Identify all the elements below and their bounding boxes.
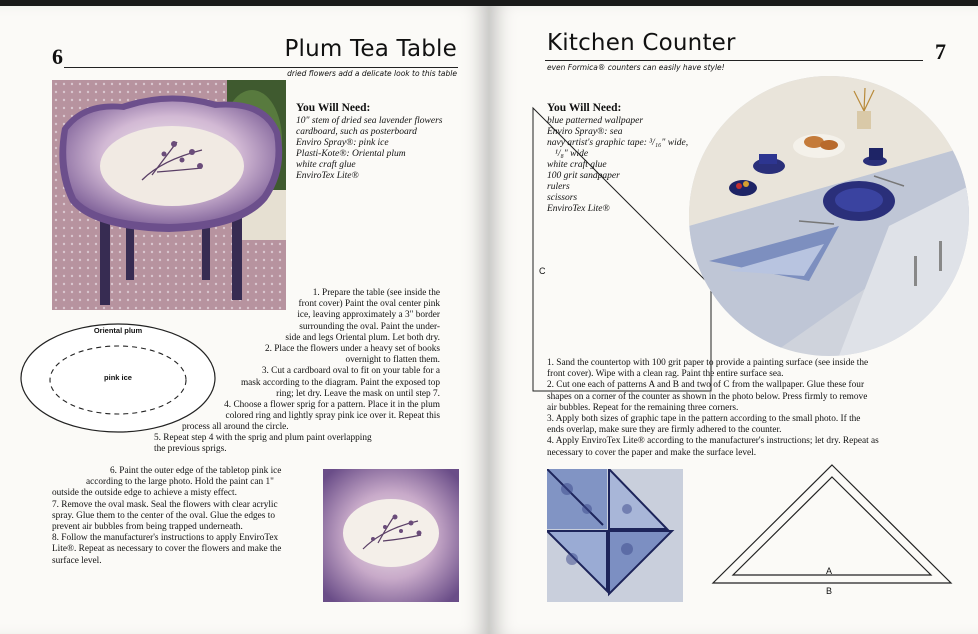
step-line: shapes on a corner of the counter as shown in the photo below. Press firmly to remove xyxy=(547,391,868,402)
step-line: surrounding the oval. Paint the under- xyxy=(299,321,440,332)
page-title: Kitchen Counter xyxy=(547,30,736,56)
step-line: 3. Apply both sizes of graphic tape in the pattern according to the small photo. If the xyxy=(547,414,861,425)
page-subtitle: dried flowers add a delicate look to this table xyxy=(287,69,457,78)
needs-item: EnviroTex Lite® xyxy=(547,204,610,214)
step-line: ring; let dry. Leave the mask on until step 7. xyxy=(276,388,440,399)
step-line: Lite®. Repeat as necessary to cover the flowers and make the xyxy=(52,544,282,555)
step-line: side and legs Oriental plum. Let both dry. xyxy=(285,332,440,343)
needs-item: scissors xyxy=(547,193,578,203)
pattern-a-label: A xyxy=(826,566,833,576)
step-line: 1. Prepare the table (see inside the xyxy=(312,288,440,298)
step-line: front cover). Wipe with a clean rag. Paint the entire surface sea. xyxy=(547,369,784,380)
step-line: 4. Apply EnviroTex Lite® according to the manufacturer's instructions; let dry. Repeat as xyxy=(547,436,879,447)
steps-middle xyxy=(120,422,410,456)
step-line: 3. Cut a cardboard oval to fit on your table for a xyxy=(261,366,440,377)
steps-lower xyxy=(52,466,314,567)
needs-item: ¹/₈" wide xyxy=(555,149,589,159)
needs-heading: You Will Need: xyxy=(547,102,622,114)
step-line: 6. Paint the outer edge of the tabletop pink ice xyxy=(110,466,282,476)
step-line: outside the outside edge to achieve a misty effect. xyxy=(52,488,237,499)
step-line: ends overlap, make sure they are firmly adhered to the counter. xyxy=(547,425,782,436)
page-subtitle: even Formica® counters can easily have style! xyxy=(547,63,725,72)
step-line: spray. Glue them to the center of the oval. Glue the edges to xyxy=(52,510,275,521)
title-rule xyxy=(545,60,923,61)
step-line: 2. Cut one each of patterns A and B and two of C from the wallpaper. Glue these four xyxy=(547,380,865,391)
step-line: 2. Place the flowers under a heavy set of books xyxy=(264,344,440,355)
step-line: overnight to flatten them. xyxy=(345,355,440,366)
needs-item: white craft glue xyxy=(296,160,356,170)
needs-item: 100 grit sandpaper xyxy=(547,171,620,181)
tea-table-photo xyxy=(52,80,286,310)
right-page xyxy=(489,6,978,634)
diagram-inner-label: pink ice xyxy=(104,373,132,382)
needs-item: EnviroTex Lite® xyxy=(296,171,359,181)
needs-list xyxy=(296,116,486,182)
step-line: necessary to cover the paper and make the surface level. xyxy=(547,447,757,458)
steps-upper xyxy=(150,288,440,422)
needs-item: navy artist's graphic tape: ³/₁₆" wide, xyxy=(547,138,689,148)
title-rule xyxy=(64,67,458,68)
needs-item: cardboard, such as posterboard xyxy=(296,127,417,137)
step-line: ice, leaving approximately a 3" border xyxy=(297,310,440,321)
left-page xyxy=(0,6,489,634)
counter-corner-photo xyxy=(547,469,683,602)
tabletop-detail-photo xyxy=(323,469,459,602)
step-line: air bubbles. Repeat for the remaining three corners. xyxy=(547,402,739,413)
diagram-outer-label: Oriental plum xyxy=(93,326,143,335)
step-line: 7. Remove the oval mask. Seal the flowers with clear acrylic xyxy=(52,499,278,510)
step-line: process all around the circle. xyxy=(182,422,289,432)
needs-item: rulers xyxy=(547,182,570,192)
needs-item: Enviro Spray®: pink ice xyxy=(296,138,389,148)
step-line: surface level. xyxy=(52,555,102,566)
steps xyxy=(547,358,967,459)
page-number: 6 xyxy=(52,44,63,69)
needs-item: Plasti-Kote®: Oriental plum xyxy=(296,149,406,159)
step-line: 8. Follow the manufacturer's instructions to apply EnviroTex xyxy=(52,533,279,544)
pattern-b-label: B xyxy=(826,586,833,596)
step-line: 5. Repeat step 4 with the sprig and plum paint overlapping xyxy=(154,433,372,444)
page-number: 7 xyxy=(935,39,946,64)
step-line: mask according to the diagram. Paint the exposed top xyxy=(240,377,440,388)
step-line: 1. Sand the countertop with 100 grit paper to provide a painting surface (see inside the xyxy=(547,358,869,368)
step-line: front cover) Paint the oval center pink xyxy=(298,299,440,310)
needs-item: white craft glue xyxy=(547,160,607,170)
needs-item: Enviro Spray®: sea xyxy=(547,127,623,137)
step-line: prevent air bubbles from being trapped underneath. xyxy=(52,522,243,533)
needs-item: blue patterned wallpaper xyxy=(547,116,644,126)
step-line: colored ring and lightly spray pink ice over it. Repeat this xyxy=(225,411,440,422)
needs-heading: You Will Need: xyxy=(296,102,371,114)
step-line: according to the large photo. Hold the paint can 1" xyxy=(86,477,274,488)
page-title: Plum Tea Table xyxy=(284,36,457,62)
needs-item: 10" stem of dried sea lavender flowers xyxy=(296,116,443,126)
step-line: the previous sprigs. xyxy=(154,444,227,455)
pattern-c-label: C xyxy=(539,266,546,276)
kitchen-counter-photo xyxy=(689,76,969,356)
step-line: 4. Choose a flower sprig for a pattern. Place it in the plum xyxy=(224,400,440,411)
